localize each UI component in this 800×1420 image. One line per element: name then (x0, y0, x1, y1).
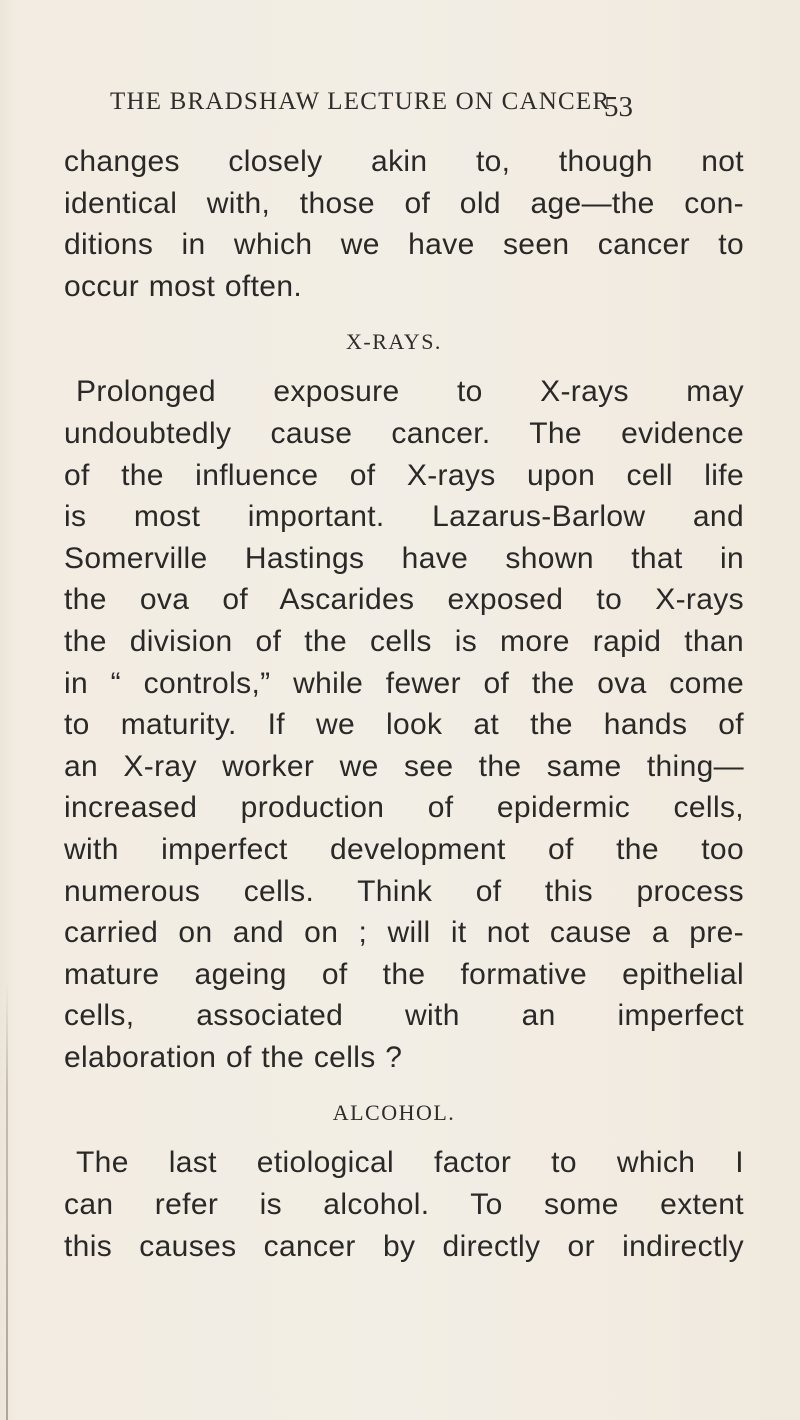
text-line: in “ controls,” while fewer of the ova come (64, 666, 744, 700)
paragraph-continued (64, 141, 744, 307)
text-line: of the influence of X-rays upon cell life (64, 458, 744, 492)
text-line: undoubtedly cause cancer. The evidence (64, 416, 744, 450)
paragraph-alcohol (64, 1142, 744, 1267)
text-line: the division of the cells is more rapid than (64, 624, 744, 658)
text-line: Prolonged exposure to X-rays may (76, 375, 744, 409)
page-edge-shadow (6, 980, 8, 1420)
page-number: 53 (604, 91, 633, 123)
text-line: identical with, those of old age—the con- (64, 186, 744, 220)
text-line: this causes cancer by directly or indirectly (64, 1229, 744, 1263)
section-heading-alcohol: ALCOHOL. (332, 1100, 456, 1126)
text-line: the ova of Ascarides exposed to X-rays (64, 583, 744, 617)
paragraph-x-rays (64, 371, 744, 1078)
running-head (110, 88, 710, 128)
text-line: to maturity. If we look at the hands of (64, 708, 744, 742)
text-line: increased production of epidermic cells, (64, 791, 744, 825)
page-body (64, 141, 744, 1267)
text-line: occur most often. (64, 269, 303, 303)
text-line: with imperfect development of the too (64, 832, 744, 866)
text-line: Somerville Hastings have shown that in (64, 541, 744, 575)
text-line: changes closely akin to, though not (64, 145, 744, 178)
text-line: cells, associated with an imperfect (64, 999, 744, 1033)
text-line: an X-ray worker we see the same thing— (64, 749, 744, 783)
text-line: ditions in which we have seen cancer to (64, 228, 744, 262)
text-line: mature ageing of the formative epithelial (64, 957, 744, 991)
text-line: elaboration of the cells ? (64, 1040, 403, 1074)
text-line: The last etiological factor to which I (76, 1146, 744, 1180)
running-title: THE BRADSHAW LECTURE ON CANCER (110, 88, 611, 115)
section-heading-x-rays: X-RAYS. (346, 329, 442, 355)
text-line: numerous cells. Think of this process (64, 874, 744, 908)
text-line: is most important. Lazarus-Barlow and (64, 500, 744, 534)
text-line: carried on and on ; will it not cause a pre- (64, 916, 744, 950)
text-line: can refer is alcohol. To some extent (64, 1188, 744, 1222)
